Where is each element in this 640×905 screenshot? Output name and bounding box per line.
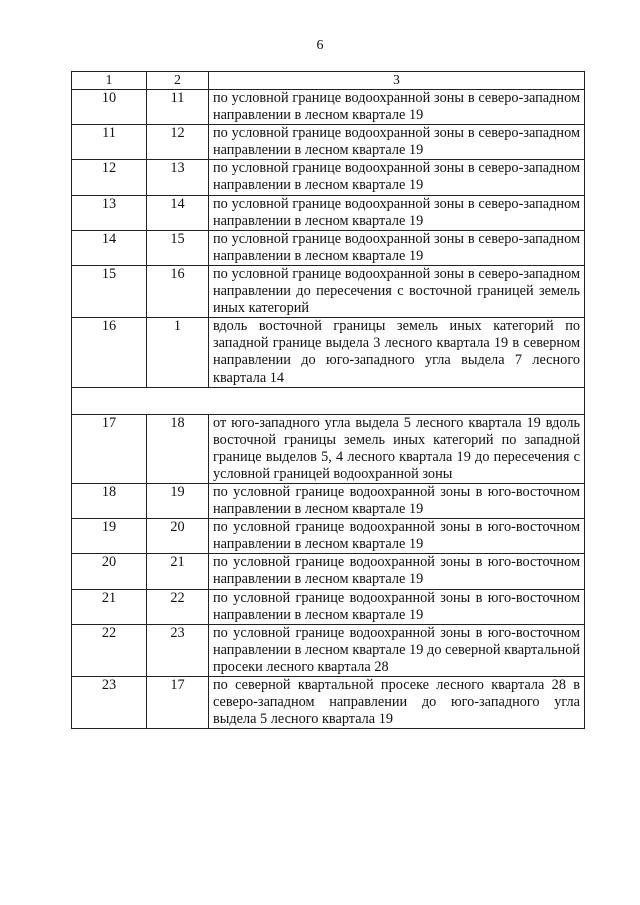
boundary-description-cell: по условной границе водоохранной зоны в юго-восточном направлении в лесном квартале 19 <box>209 589 585 624</box>
point-to-cell: 22 <box>147 589 209 624</box>
point-from-cell: 15 <box>72 265 147 317</box>
boundary-description-cell: от юго-западного угла выдела 5 лесного квартала 19 вдоль восточной границы земель иных категорий по западной границе выделов 5, 4 лесного квартала 19 до пересечения с условной границей водоохранной зоны <box>209 414 585 483</box>
point-to-cell: 11 <box>147 90 209 125</box>
point-to-cell: 1 <box>147 318 209 387</box>
table-row <box>72 195 585 230</box>
point-to-cell: 15 <box>147 230 209 265</box>
point-to-cell: 13 <box>147 160 209 195</box>
table-header-row <box>72 72 585 90</box>
boundary-description-cell: по условной границе водоохранной зоны в северо-западном направлении в лесном квартале 19 <box>209 195 585 230</box>
boundary-description-cell: по северной квартальной просеке лесного квартала 28 в северо-западном направлении до юго-западного угла выдела 5 лесного квартала 19 <box>209 677 585 729</box>
point-from-cell: 21 <box>72 589 147 624</box>
point-from-cell: 10 <box>72 90 147 125</box>
table-row <box>72 483 585 518</box>
point-to-cell: 16 <box>147 265 209 317</box>
boundary-description-cell: вдоль восточной границы земель иных категорий по западной границе выдела 3 лесного квартала 19 в северном направлении до юго-западного угла выдела 7 лесного квартала 14 <box>209 318 585 387</box>
point-from-cell: 23 <box>72 677 147 729</box>
boundary-description-cell: по условной границе водоохранной зоны в северо-западном направлении в лесном квартале 19 <box>209 90 585 125</box>
table-row <box>72 677 585 729</box>
table-row <box>72 265 585 317</box>
point-to-cell: 14 <box>147 195 209 230</box>
point-from-cell: 14 <box>72 230 147 265</box>
table-row <box>72 160 585 195</box>
point-to-cell: 21 <box>147 554 209 589</box>
boundary-table <box>71 71 585 729</box>
point-from-cell: 11 <box>72 125 147 160</box>
point-from-cell: 16 <box>72 318 147 387</box>
table-row <box>72 589 585 624</box>
table-row <box>72 125 585 160</box>
table-separator-row <box>72 387 585 414</box>
table-row <box>72 90 585 125</box>
header-col-2: 2 <box>147 72 209 90</box>
boundary-description-cell: по условной границе водоохранной зоны в юго-восточном направлении в лесном квартале 19 <box>209 483 585 518</box>
boundary-description-cell: по условной границе водоохранной зоны в юго-восточном направлении в лесном квартале 19 до северной квартальной просеки лесного квартала 28 <box>209 624 585 676</box>
point-to-cell: 19 <box>147 483 209 518</box>
boundary-description-cell: по условной границе водоохранной зоны в юго-восточном направлении в лесном квартале 19 <box>209 519 585 554</box>
point-from-cell: 18 <box>72 483 147 518</box>
point-to-cell: 18 <box>147 414 209 483</box>
point-to-cell: 12 <box>147 125 209 160</box>
point-to-cell: 20 <box>147 519 209 554</box>
table-row <box>72 230 585 265</box>
point-from-cell: 17 <box>72 414 147 483</box>
boundary-description-cell: по условной границе водоохранной зоны в северо-западном направлении в лесном квартале 19 <box>209 160 585 195</box>
point-from-cell: 19 <box>72 519 147 554</box>
boundary-description-cell: по условной границе водоохранной зоны в северо-западном направлении до пересечения с восточной границей земель иных категорий <box>209 265 585 317</box>
boundary-description-cell: по условной границе водоохранной зоны в северо-западном направлении в лесном квартале 19 <box>209 125 585 160</box>
point-to-cell: 17 <box>147 677 209 729</box>
point-from-cell: 20 <box>72 554 147 589</box>
table-row <box>72 414 585 483</box>
separator-cell <box>72 387 585 414</box>
point-to-cell: 23 <box>147 624 209 676</box>
point-from-cell: 22 <box>72 624 147 676</box>
page-number: 6 <box>316 38 324 53</box>
table-row <box>72 519 585 554</box>
header-col-1: 1 <box>72 72 147 90</box>
table-row <box>72 624 585 676</box>
boundary-description-cell: по условной границе водоохранной зоны в северо-западном направлении в лесном квартале 19 <box>209 230 585 265</box>
header-col-3: 3 <box>209 72 585 90</box>
table-row <box>72 318 585 387</box>
point-from-cell: 13 <box>72 195 147 230</box>
boundary-description-cell: по условной границе водоохранной зоны в юго-восточном направлении в лесном квартале 19 <box>209 554 585 589</box>
table-row <box>72 554 585 589</box>
point-from-cell: 12 <box>72 160 147 195</box>
